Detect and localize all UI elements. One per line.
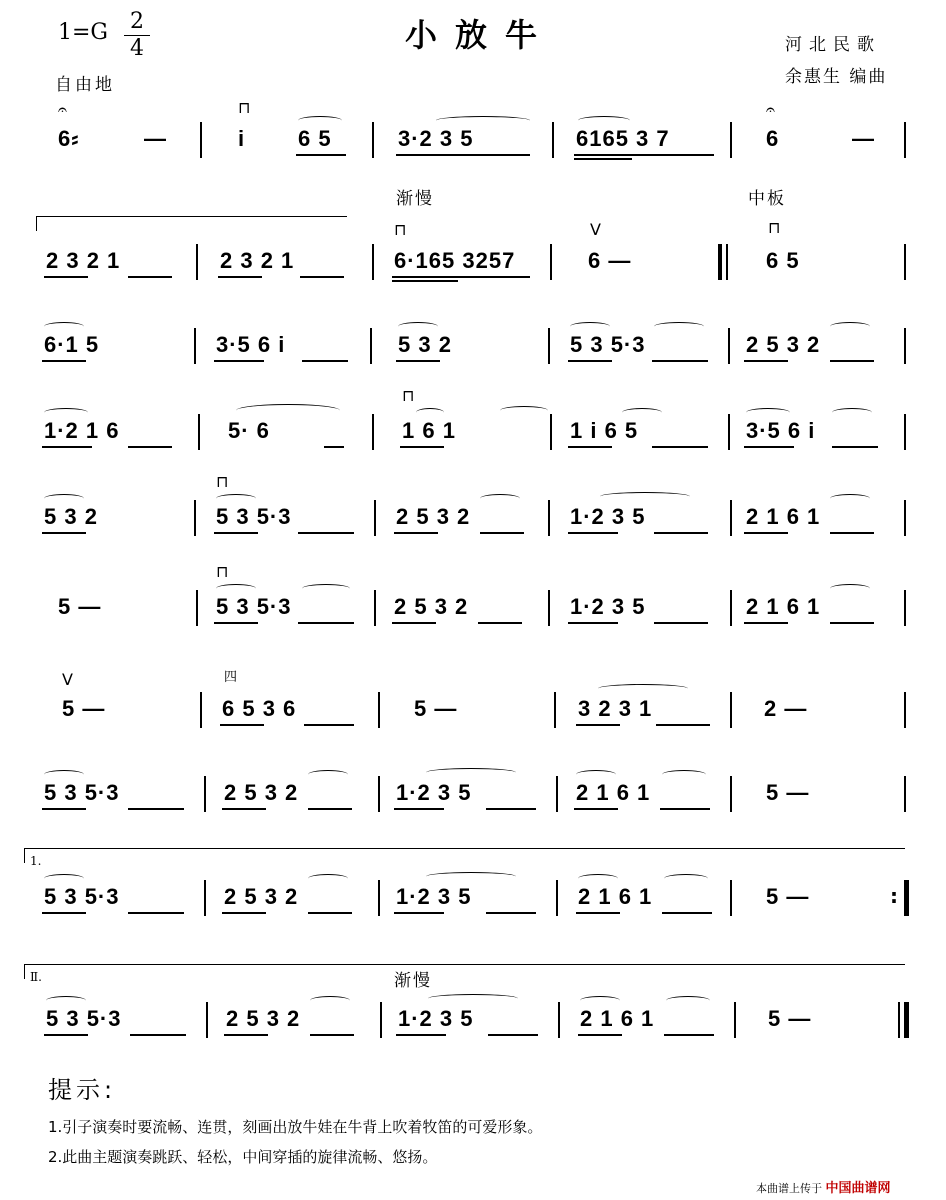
barline [374, 500, 376, 536]
barline [904, 776, 906, 812]
measure: 1·2 3 5 [396, 780, 472, 805]
time-denominator: 4 [130, 36, 144, 61]
measure: 5 3 5·3 [46, 1006, 122, 1031]
footer-watermark [756, 1177, 891, 1196]
measure: 1·2 3 5 [570, 504, 646, 529]
barline [728, 414, 730, 450]
barline [730, 776, 732, 812]
staff-line-2 [40, 218, 908, 288]
measure: — [852, 126, 875, 151]
barline [558, 1002, 560, 1038]
tips-heading: 提示: [48, 1076, 117, 1104]
staff-line-3 [40, 332, 908, 372]
barline [730, 880, 732, 916]
measure: 5· 6 [228, 418, 270, 443]
measure: 2 5 3 2 [746, 332, 821, 357]
measure: 6 5 3 6 [222, 696, 297, 721]
footer-prefix: 本曲谱上传于 [756, 1182, 822, 1195]
tempo-moderato: 中板 [748, 189, 786, 209]
time-numerator: 2 [130, 9, 144, 34]
fermata-icon: 𝄐 [766, 100, 775, 119]
barline [370, 328, 372, 364]
barline [380, 1002, 382, 1038]
barline [728, 328, 730, 364]
measure: 2 1 6 1 [746, 504, 821, 529]
measure: 5 3 2 [398, 332, 452, 357]
barline [726, 244, 728, 280]
measure: 5 — [768, 1006, 812, 1031]
volta-second: Ⅱ. [30, 970, 42, 984]
tip-item: 1.引子演奏时要流畅、连贯，刻画出放牛娃在牛背上吹着牧笛的可爱形象。 [48, 1118, 543, 1136]
measure: 1·2 3 5 [570, 594, 646, 619]
measure: 3·2 3 5 [398, 126, 474, 151]
barline [196, 590, 198, 626]
measure: 5 3 5·3 [44, 780, 120, 805]
tempo-ritardando: 渐慢 [396, 189, 434, 209]
measure: 1·2 3 5 [398, 1006, 474, 1031]
barline [198, 414, 200, 450]
measure: 2 5 3 2 [394, 594, 469, 619]
barline [194, 500, 196, 536]
barline [550, 244, 552, 280]
measure: 2 3 2 1 [46, 248, 121, 273]
fermata-icon: 𝄐 [58, 100, 67, 119]
origin-label: 河北民歌 [785, 35, 881, 55]
tip-item: 2.此曲主题演奏跳跃、轻松，中间穿插的旋律流畅、悠扬。 [48, 1148, 438, 1166]
measure: 6⸗ [58, 126, 80, 151]
arranger-label: 余惠生 编曲 [785, 67, 888, 87]
down-bow-icon: ⊓ [394, 220, 407, 239]
measure: 3 2 3 1 [578, 696, 653, 721]
barline [550, 414, 552, 450]
measure: 2 5 3 2 [226, 1006, 301, 1031]
repeat-end-barline [904, 880, 909, 916]
barline [372, 122, 374, 158]
barline [204, 880, 206, 916]
barline [734, 1002, 736, 1038]
barline [904, 692, 906, 728]
staff-line-4 [40, 386, 908, 458]
measure: 6 5 [298, 126, 332, 151]
measure: 5 3 5·3 [44, 884, 120, 909]
staff-line-7 [40, 670, 908, 736]
final-barline [904, 1002, 909, 1038]
barline [378, 776, 380, 812]
measure: 1·2 3 5 [396, 884, 472, 909]
barline [904, 328, 906, 364]
measure: 3·5 6 i [746, 418, 816, 443]
staff-line-9 [30, 854, 908, 924]
barline [718, 244, 722, 280]
barline [730, 500, 732, 536]
barline [200, 122, 202, 158]
measure: 6 5 [766, 248, 800, 273]
barline [904, 414, 906, 450]
measure: 6 — [588, 248, 632, 273]
measure: 6·1 5 [44, 332, 100, 357]
down-bow-icon: ⊓ [238, 98, 251, 117]
measure: 2 5 3 2 [224, 780, 299, 805]
barline [372, 244, 374, 280]
barline [200, 692, 202, 728]
barline [904, 500, 906, 536]
measure: — [144, 126, 167, 151]
barline [556, 776, 558, 812]
barline [206, 1002, 208, 1038]
measure: 5 3 2 [44, 504, 98, 529]
measure: 2 — [764, 696, 808, 721]
measure: 5 3 5·3 [216, 504, 292, 529]
barline [730, 590, 732, 626]
barline [378, 880, 380, 916]
piece-title: 小放牛 [404, 16, 555, 54]
measure: 2 1 6 1 [578, 884, 653, 909]
staff-line-6 [40, 562, 908, 634]
barline [904, 590, 906, 626]
barline [904, 244, 906, 280]
barline [194, 328, 196, 364]
measure: 5 3 5·3 [216, 594, 292, 619]
measure: 1 6 1 [402, 418, 456, 443]
measure: 2 5 3 2 [224, 884, 299, 909]
measure: 5 — [766, 884, 810, 909]
measure: 3·5 6 i [216, 332, 286, 357]
measure: 5 — [414, 696, 458, 721]
barline [556, 880, 558, 916]
tempo-ritardando: 渐慢 [394, 971, 432, 991]
barline [548, 328, 550, 364]
time-signature [124, 10, 150, 61]
barline [730, 692, 732, 728]
up-bow-icon: V [590, 220, 601, 239]
measure: 6 [766, 126, 780, 151]
down-bow-icon: ⊓ [216, 472, 229, 491]
staff-line-8 [40, 780, 908, 820]
barline [372, 414, 374, 450]
measure: 6165 3 7 [576, 126, 670, 151]
repeat-dots: : [890, 884, 898, 908]
measure: 1·2 1 6 [44, 418, 120, 443]
fingering-mark: 四 [224, 670, 238, 685]
staff-line-5 [40, 472, 908, 544]
measure: 5 — [766, 780, 810, 805]
down-bow-icon: ⊓ [768, 218, 781, 237]
down-bow-icon: ⊓ [216, 562, 229, 581]
measure: 2 1 6 1 [580, 1006, 655, 1031]
volta-first: 1. [30, 854, 42, 868]
measure: 5 3 5·3 [570, 332, 646, 357]
staff-line-1 [40, 98, 908, 166]
measure: 6·165 3257 [394, 248, 516, 273]
barline [374, 590, 376, 626]
up-bow-icon: V [62, 670, 73, 689]
measure: i [238, 126, 246, 151]
barline [548, 590, 550, 626]
tempo-free: 自由地 [55, 75, 115, 95]
barline [552, 122, 554, 158]
key-signature: 1=G [58, 20, 109, 45]
down-bow-icon: ⊓ [402, 386, 415, 405]
measure: 1 i 6 5 [570, 418, 639, 443]
barline [730, 122, 732, 158]
barline [554, 692, 556, 728]
measure: 5 — [62, 696, 106, 721]
barline [548, 500, 550, 536]
measure: 2 5 3 2 [396, 504, 471, 529]
footer-site: 中国曲谱网 [825, 1181, 891, 1196]
measure: 2 1 6 1 [746, 594, 821, 619]
measure: 2 1 6 1 [576, 780, 651, 805]
barline [204, 776, 206, 812]
measure: 2 3 2 1 [220, 248, 295, 273]
barline [904, 122, 906, 158]
barline [378, 692, 380, 728]
barline [196, 244, 198, 280]
barline [898, 1002, 900, 1038]
measure: 5 — [58, 594, 102, 619]
